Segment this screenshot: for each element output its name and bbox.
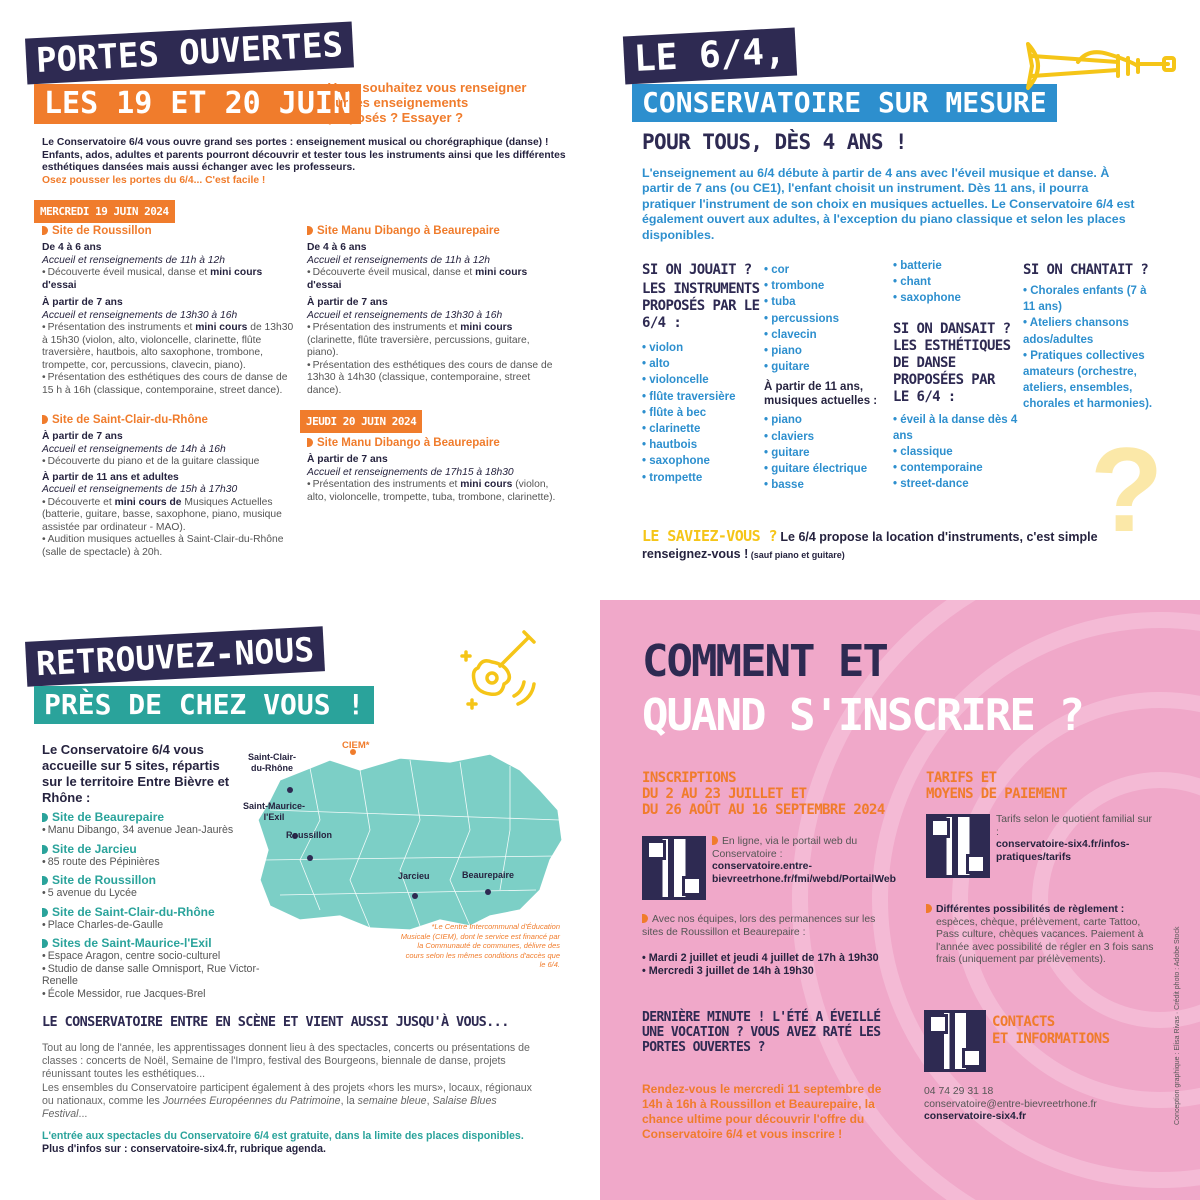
- contact-qr-code[interactable]: [924, 1010, 986, 1072]
- list-item: • Pratiques collectives amateurs (orchestre, ateliers, ensembles, chorales et harmonies).: [1023, 348, 1161, 413]
- site-name: Site de Saint-Clair-du-Rhône: [42, 905, 292, 919]
- list-item: • guitare: [764, 359, 889, 375]
- list-item: • cor: [764, 262, 889, 278]
- time-text: Accueil et renseignements de 15h à 17h30: [42, 484, 238, 495]
- list-item: • tuba: [764, 294, 889, 310]
- site-address: • 85 route des Pépinières: [42, 855, 160, 868]
- list-item: • clavecin: [764, 327, 889, 343]
- dance-column: [893, 258, 1018, 493]
- map-label-stclair: Saint-Clair-du-Rhône: [247, 752, 296, 773]
- time-text: Accueil et renseignements de 13h30 à 16h: [42, 309, 238, 321]
- teams-text: Avec nos équipes, lors des permanences sur les sites de Roussillon et Beaurepaire :: [642, 914, 876, 938]
- bullet: • Audition musiques actuelles à Saint-Clair-du-Rhône (salle de spectacle) à 20h.: [42, 534, 284, 558]
- list-item: • percussions: [764, 311, 889, 327]
- retrouvez-panel: [0, 600, 600, 1200]
- portes-ouvertes-panel: [0, 0, 600, 600]
- list-item: • violoncelle: [642, 372, 760, 388]
- age-group: À partir de 11 ans et adultes: [42, 471, 179, 483]
- age-group: De 4 à 6 ans: [307, 242, 367, 253]
- intro-text: Le Conservatoire 6/4 vous accueille sur 5 sites, répartis sur le territoire Entre Bièvre et Rhône :: [42, 742, 230, 805]
- title-line-1: COMMENT ET: [642, 636, 887, 687]
- retrouvez-banner: RETROUVEZ-NOUS: [25, 626, 325, 687]
- inscriptions-heading: INSCRIPTIONS DU 2 AU 23 JUILLET ET DU 26 AOÛT AU 16 SEPTEMBRE 2024: [642, 770, 885, 818]
- bullet: • Présentation des esthétiques des cours de danse de 13h30 à 14h30 (classique, contemporaine, street dance).: [307, 359, 553, 396]
- site-address: • École Messidor, rue Jacques-Brel: [42, 987, 206, 1000]
- conservatoire-panel: [600, 0, 1200, 600]
- intro-text: L'enseignement au 6/4 débute à partir de 4 ans avec l'éveil musique et danse. À partir de 7 ans (ou CE1), l'enfant choisit un instrument. Dès 11 ans, il pourra pratiquer l'instrument de son choix en musiques actuelles. Le Conservatoire 6/4 est également ouvert aux adultes, à l'exception du piano classique et selon les places disponibles.: [642, 166, 1135, 242]
- site-address: • Manu Dibango, 34 avenue Jean-Jaurès: [42, 824, 234, 836]
- instrument-list: [893, 258, 1018, 307]
- contacts-heading: CONTACTS ET INFORMATIONS: [992, 1014, 1110, 1047]
- list-item: • flûte traversière: [642, 389, 760, 405]
- bullet: • Présentation des instruments et mini cours (clarinette, flûte traversière, percussions, guitare, piano).: [307, 322, 530, 358]
- chant-column: [1023, 262, 1161, 413]
- bullet: • Découverte éveil musical, danse et mini cours d'essai: [42, 267, 263, 291]
- list-item: • Ateliers chansons ados/adultes: [1023, 315, 1161, 347]
- reglement-text: Différentes possibilités de règlement : espèces, chèque, prélèvement, carte Tattoo, Pass culture, chèques vacances. Paiement à l'année avec possibilité de régler en 3 fois sans frais (uniquement par prélèvements).: [926, 904, 1156, 967]
- list-item: • hautbois: [642, 437, 760, 453]
- scene-text-3: L'entrée aux spectacles du Conservatoire 6/4 est gratuite, dans la limite des places disponibles. Plus d'infos sur : conservatoire-six4.fr, rubrique agenda.: [42, 1130, 524, 1155]
- time-text: Accueil et renseignements de 14h à 16h: [42, 443, 226, 455]
- le64-banner: LE 6/4,: [623, 28, 797, 85]
- instruments-column-2: [764, 262, 889, 493]
- online-text: En ligne, via le portail web du Conservatoire : conservatoire.entre-bievreetrhone.fr/fmi/webd/PortailWeb: [712, 836, 896, 885]
- list-item: • classique: [893, 444, 1018, 460]
- tarifs-heading: TARIFS ET MOYENS DE PAIEMENT: [926, 770, 1067, 802]
- col-heading: SI ON DANSAIT ?: [893, 320, 1011, 337]
- website-link[interactable]: conservatoire-six4.fr: [924, 1111, 1027, 1122]
- intro-text: Le Conservatoire 6/4 vous ouvre grand ses portes : enseignement musical ou chorégraphique (danse) ! Enfants, ados, adultes et parents pourront découvrir et tester tous les instruments ainsi que les différentes esthétiques dansées mais aussi échanger avec les professeurs. Osez pousser les portes du 6/4... C'est facile !: [42, 137, 566, 186]
- instrument-list: [764, 262, 889, 375]
- time-text: Accueil et renseignements de 11h à 12h: [307, 254, 490, 266]
- bullet: • Découverte et mini cours de Musiques Actuelles (batterie, guitare, basse, saxophone, piano, musique assistée par ordinateur - MAO).: [42, 496, 282, 533]
- list-item: • saxophone: [893, 290, 1018, 306]
- age-group: À partir de 7 ans: [42, 297, 123, 308]
- list-item: • flûte à bec: [642, 405, 760, 421]
- last-minute-text: Rendez-vous le mercredi 11 septembre de 14h à 16h à Roussillon et Beaurepaire, la chance ultime pour découvrir l'offre du Conservatoire 6/4 et vous inscrire !: [642, 1082, 882, 1141]
- site-address: • Place Charles-de-Gaulle: [42, 918, 164, 931]
- bullet: • Découverte du piano et de la guitare classique: [42, 456, 260, 467]
- col-heading: SI ON CHANTAIT ?: [1023, 262, 1149, 278]
- tarifs-qr-code[interactable]: [926, 814, 990, 878]
- site-name: Sites de Saint-Maurice-l'Exil: [42, 936, 292, 950]
- map-label-ciem: CIEM*: [342, 740, 370, 751]
- saviez-vous: LE SAVIEZ-VOUS ? Le 6/4 propose la location d'instruments, c'est simple renseignez-vous ! (sauf piano et guitare): [642, 527, 1098, 561]
- col-heading: SI ON JOUAIT ?: [642, 262, 752, 278]
- list-item: • claviers: [764, 429, 889, 445]
- permanences: • Mardi 2 juillet et jeudi 4 juillet de 17h à 19h30 • Mercredi 3 juillet de 14h à 19h30: [642, 952, 879, 977]
- list-item: • saxophone: [642, 453, 760, 469]
- list-item: • chant: [893, 274, 1018, 290]
- instrument-list: [642, 340, 760, 486]
- portes-ouvertes-banner: PORTES OUVERTES: [25, 21, 354, 84]
- site-address: • 5 avenue du Lycée: [42, 887, 137, 899]
- age-group: À partir de 7 ans: [42, 431, 123, 442]
- thursday-tag: JEUDI 20 JUIN 2024: [300, 410, 422, 433]
- title-line-2: QUAND S'INSCRIRE ?: [642, 690, 1083, 741]
- tarifs-text: Tarifs selon le quotient familial sur : conservatoire-six4.fr/infos-pratiques/tarifs: [996, 814, 1152, 863]
- chant-list: [1023, 283, 1161, 413]
- list-item: • trombone: [764, 278, 889, 294]
- list-item: • Chorales enfants (7 à 11 ans): [1023, 283, 1161, 315]
- time-text: Accueil et renseignements de 13h30 à 16h: [307, 309, 503, 321]
- site-name: Site de Jarcieu: [42, 842, 292, 856]
- bullet: • Découverte éveil musical, danse et mini cours d'essai: [307, 267, 528, 291]
- last-minute-heading: DERNIÈRE MINUTE ! L'ÉTÉ A ÉVEILLÉ UNE VOCATION ? VOUS AVEZ RATÉ LES PORTES OUVERTES ?: [642, 1010, 881, 1055]
- list-item: • basse: [764, 477, 889, 493]
- dance-list: [893, 412, 1018, 493]
- instruments-column: [642, 262, 760, 486]
- time-text: Accueil et renseignements de 11h à 12h: [42, 254, 225, 266]
- roussillon-site: Site de Roussillon: [42, 224, 294, 238]
- beaurepaire-thursday-block: [307, 436, 559, 504]
- bullet: • Présentation des instruments et mini cours (violon, alto, violoncelle, trompette, tuba, trombone, clarinette).: [307, 479, 556, 503]
- scene-text-2: Les ensembles du Conservatoire participent également à des projets «hors les murs», locaux, régionaux ou nationaux, comme les Journées Européennes du Patrimoine, la semaine bleue, Salaise Blues Festival...: [42, 1082, 532, 1120]
- map-label-stmaurice: Saint-Maurice-l'Exil: [242, 801, 305, 822]
- beaurepaire-site: Site Manu Dibango à Beaurepaire: [307, 224, 559, 238]
- list-item: • guitare: [764, 445, 889, 461]
- site-address: • Studio de danse salle Omnisport, Rue Victor-Renelle: [42, 962, 260, 987]
- phone: 04 74 29 31 18: [924, 1086, 994, 1097]
- sur-mesure-banner: CONSERVATOIRE SUR MESURE: [632, 84, 1057, 122]
- list-item: • trompette: [642, 470, 760, 486]
- map-label-roussillon: Roussillon: [286, 830, 333, 840]
- saintclair-block: [42, 413, 294, 559]
- credit-text: Conception graphique : Elisa Rivas · Crédit photo : Adobe Stock: [1174, 926, 1181, 1125]
- beaurepaire-site: Site Manu Dibango à Beaurepaire: [307, 436, 559, 450]
- map-label-jarcieu: Jarcieu: [398, 871, 430, 881]
- list-item: • guitare électrique: [764, 461, 889, 477]
- pres-de-chez-vous-banner: PRÈS DE CHEZ VOUS !: [34, 686, 374, 724]
- list-item: • piano: [764, 343, 889, 359]
- scene-text-1: Tout au long de l'année, les apprentissages donnent lieu à des spectacles, concerts ou présentations de classes : concerts de Noël, Semaine de l'Impro, festival des Bourgeons, biennale de danse, projets réunissant toutes les esthétiques...: [42, 1042, 530, 1080]
- bullet: • Présentation des esthétiques des cours de danse de 15 h à 16h (classique, contemporaine, street dance).: [42, 372, 288, 396]
- contact-info: [924, 1086, 1154, 1124]
- age-group: À partir de 7 ans: [307, 297, 388, 308]
- col-heading: LES ESTHÉTIQUES DE DANSE PROPOSÉES PAR LE 6/4 :: [893, 337, 1011, 405]
- list-item: • alto: [642, 356, 760, 372]
- wednesday-tag: MERCREDI 19 JUIN 2024: [34, 200, 175, 223]
- col-heading: À partir de 11 ans, musiques actuelles :: [764, 381, 878, 407]
- list-item: • violon: [642, 340, 760, 356]
- scene-heading: LE CONSERVATOIRE ENTRE EN SCÈNE ET VIENT AUSSI JUSQU'À VOUS...: [42, 1014, 509, 1030]
- list-item: • batterie: [893, 258, 1018, 274]
- dates-banner: LES 19 ET 20 JUIN: [34, 84, 361, 124]
- map-label-beaurepaire: Beaurepaire: [462, 870, 515, 880]
- col-heading: LES INSTRUMENTS PROPOSÉS PAR LE 6/4 :: [642, 281, 760, 331]
- guitar-icon: [452, 622, 552, 722]
- site-address: • Espace Aragon, centre socio-culturel: [42, 950, 221, 962]
- subtitle: POUR TOUS, DÈS 4 ANS !: [642, 130, 907, 154]
- list-item: • street-dance: [893, 476, 1018, 492]
- bullet: • Présentation des instruments et mini cours de 13h30 à 15h30 (violon, alto, violoncelle, clarinette, flûte traversière, hautbois, alto saxophone, trombone, trompette, cor, percussions, clavecin, piano).: [42, 322, 294, 371]
- time-text: Accueil et renseignements de 17h15 à 18h30: [307, 466, 514, 478]
- site-name: Site de Beaurepaire: [42, 810, 292, 824]
- instrument-list: [764, 412, 889, 493]
- trumpet-icon: [1018, 26, 1180, 106]
- question-text: Vous souhaitez vous renseigner sur les enseignements proposés ? Essayer ?: [328, 80, 527, 125]
- question-mark-icon: ?: [1090, 423, 1164, 557]
- list-item: • piano: [764, 412, 889, 428]
- beaurepaire-block: [307, 224, 559, 397]
- age-group: À partir de 7 ans: [307, 454, 388, 465]
- age-group: De 4 à 6 ans: [42, 242, 102, 253]
- saintclair-site: Site de Saint-Clair-du-Rhône: [42, 413, 294, 427]
- list-item: • éveil à la danse dès 4 ans: [893, 412, 1018, 444]
- inscription-panel: [600, 600, 1200, 1200]
- portal-qr-code[interactable]: [642, 836, 706, 900]
- roussillon-block: [42, 224, 294, 397]
- site-name: Site de Roussillon: [42, 873, 292, 887]
- site-entry: [42, 936, 292, 1000]
- list-item: • clarinette: [642, 421, 760, 437]
- ciem-footnote: *Le Centre Intercommunal d'Éducation Musicale (CIEM), dont le service est financé par la Communauté de communes, délivre des cours selon les mêmes conditions d'accès que le 6/4.: [400, 922, 560, 969]
- email-link[interactable]: conservatoire@entre-bievreetrhone.fr: [924, 1098, 1097, 1110]
- list-item: • contemporaine: [893, 460, 1018, 476]
